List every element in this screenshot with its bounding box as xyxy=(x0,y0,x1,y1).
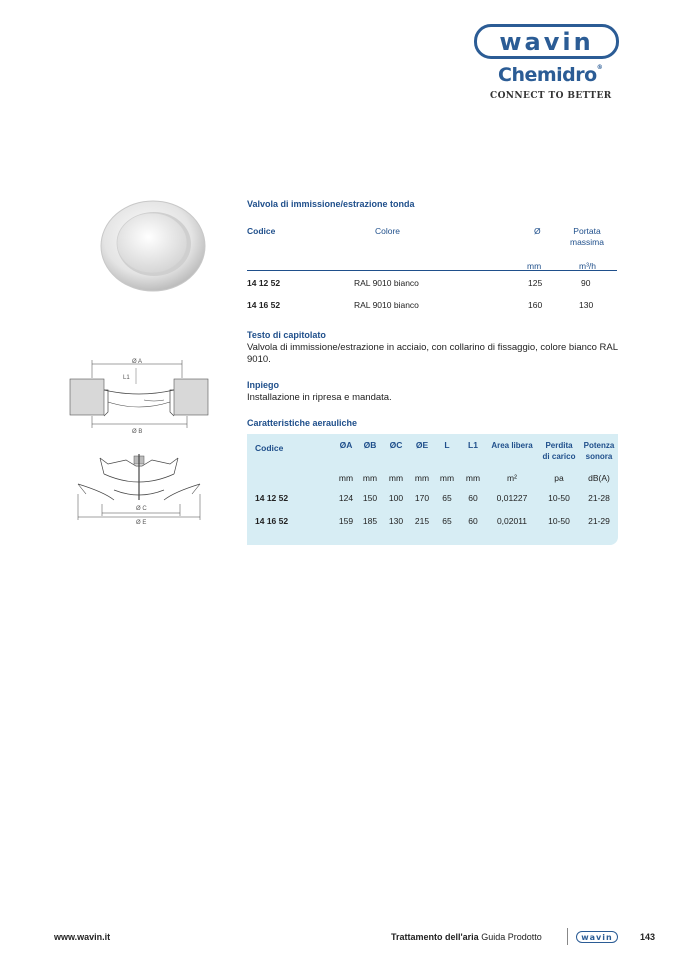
unit-mm: mm xyxy=(527,261,542,271)
aero-col-loss-1: Perdita xyxy=(545,441,573,450)
aero-row-l: 65 xyxy=(442,516,452,526)
aero-row-l1: 60 xyxy=(468,516,478,526)
table-divider xyxy=(247,270,617,271)
aero-row-e: 215 xyxy=(414,516,430,526)
row-diameter: 125 xyxy=(528,278,543,288)
aero-title: Caratteristiche aerauliche xyxy=(247,418,358,428)
aero-row-c: 130 xyxy=(388,516,404,526)
aero-row-l1: 60 xyxy=(468,493,478,503)
col-portata: Portata xyxy=(573,226,601,236)
col-massima: massima xyxy=(569,237,604,247)
col-colore: Colore xyxy=(375,226,401,236)
col-diameter: Ø xyxy=(534,226,541,236)
aero-unit-c: mm xyxy=(388,473,404,483)
dim-label-a: Ø A xyxy=(132,359,143,365)
product-title: Valvola di immissione/estrazione tonda xyxy=(247,199,415,209)
aero-row-loss: 10-50 xyxy=(548,493,570,503)
aero-row-e: 170 xyxy=(414,493,430,503)
row-flow: 90 xyxy=(581,278,591,288)
aero-table xyxy=(247,434,618,545)
aero-row-a: 159 xyxy=(338,516,354,526)
row-color: RAL 9010 bianco xyxy=(354,300,419,310)
page-number: 143 xyxy=(640,932,656,942)
footer-section xyxy=(391,932,542,942)
aero-row-c: 100 xyxy=(388,493,404,503)
row-flow: 130 xyxy=(579,300,594,310)
dim-label-l1: L1 xyxy=(123,375,130,381)
aero-col-e: ØE xyxy=(415,440,429,450)
aero-col-l: L xyxy=(444,440,450,450)
footer-website[interactable]: www.wavin.it xyxy=(54,932,111,942)
aero-col-b: ØB xyxy=(363,440,377,450)
aero-col-codice: Codice xyxy=(255,443,284,453)
row-code: 14 12 52 xyxy=(247,278,281,288)
technical-drawing xyxy=(64,354,219,526)
unit-flow: m³/h xyxy=(579,261,596,271)
aero-unit-area: m² xyxy=(507,473,517,483)
aero-col-loss-2: di carico xyxy=(542,452,576,461)
dim-label-e: Ø E xyxy=(136,520,147,526)
aero-row-area: 0,01227 xyxy=(496,493,528,503)
footer-divider xyxy=(567,928,568,945)
dim-label-b: Ø B xyxy=(132,429,143,435)
aero-col-l1: L1 xyxy=(468,440,478,450)
round-valve-image xyxy=(100,200,212,292)
aero-row-code: 14 12 52 xyxy=(255,493,289,503)
aero-row-b: 185 xyxy=(362,516,378,526)
aero-row-loss: 10-50 xyxy=(548,516,570,526)
row-code: 14 16 52 xyxy=(247,300,281,310)
spec-title: Testo di capitolato xyxy=(247,330,326,340)
footer-wavin-logo: wavin xyxy=(576,931,618,943)
aero-unit-l1: mm xyxy=(465,473,481,483)
aero-unit-e: mm xyxy=(414,473,430,483)
aero-row-a: 124 xyxy=(338,493,354,503)
aero-row-area: 0,02011 xyxy=(496,516,528,526)
brand-logo xyxy=(474,24,619,101)
chemidro-text: Chemidro xyxy=(498,64,597,86)
row-color: RAL 9010 bianco xyxy=(354,278,419,288)
aero-row-b: 150 xyxy=(362,493,378,503)
brand-tagline: CONNECT TO BETTER xyxy=(490,91,612,101)
aero-col-c: ØC xyxy=(389,440,403,450)
aero-row-code: 14 16 52 xyxy=(255,516,289,526)
row-diameter: 160 xyxy=(528,300,543,310)
usage-title: Inpiego xyxy=(247,380,279,390)
aero-col-a: ØA xyxy=(339,440,353,450)
dim-label-c: Ø C xyxy=(136,506,147,512)
footer-section-title: Trattamento dell'aria xyxy=(391,932,479,942)
aero-unit-a: mm xyxy=(338,473,354,483)
aero-col-power-2: sonora xyxy=(585,452,613,461)
aero-unit-b: mm xyxy=(362,473,378,483)
aero-col-power-1: Potenza xyxy=(583,441,615,450)
aero-col-area: Area libera xyxy=(491,441,533,450)
aero-row-l: 65 xyxy=(442,493,452,503)
footer-guide: Guida Prodotto xyxy=(481,932,542,942)
wavin-logo: wavin xyxy=(474,24,619,59)
spec-text: Valvola di immissione/estrazione in acciaio, con collarino di fissaggio, colore bianco RAL 9010. xyxy=(247,342,618,365)
aero-unit-l: mm xyxy=(439,473,455,483)
aero-unit-loss: pa xyxy=(554,473,564,483)
usage-text: Installazione in ripresa e mandata. xyxy=(247,392,392,403)
aero-unit-power: dB(A) xyxy=(588,473,610,483)
chemidro-logo: Chemidro® xyxy=(498,64,603,86)
aero-row-power: 21-29 xyxy=(588,516,610,526)
aero-row-power: 21-28 xyxy=(588,493,610,503)
col-codice: Codice xyxy=(247,226,276,236)
